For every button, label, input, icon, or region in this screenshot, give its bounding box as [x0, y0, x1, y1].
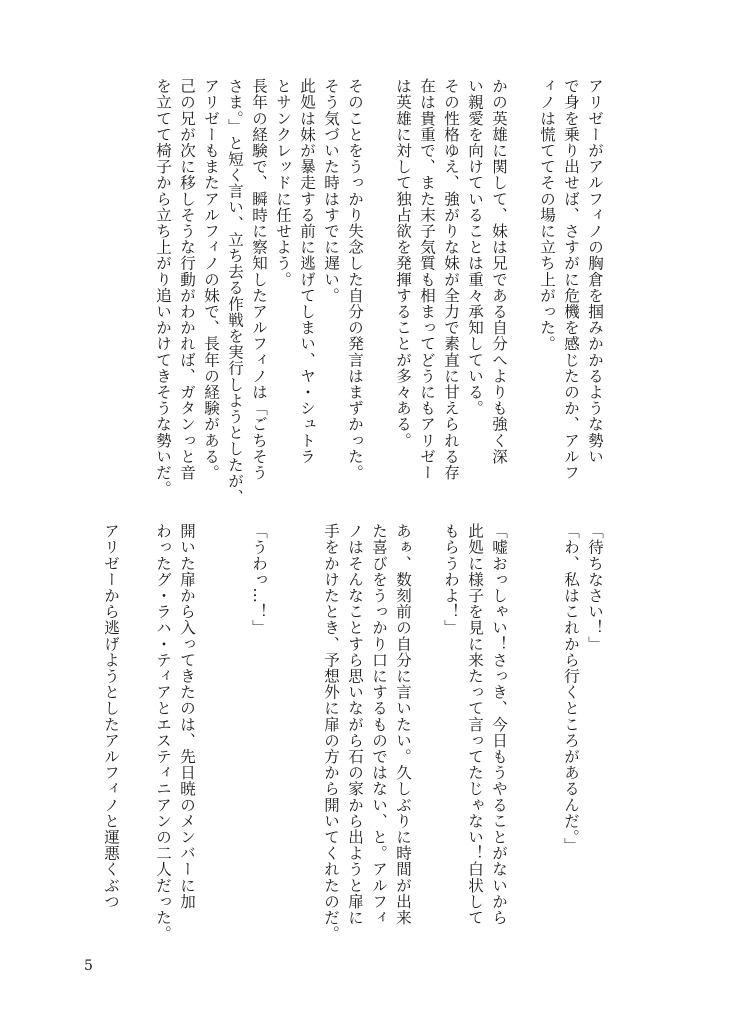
text-line [126, 523, 146, 943]
text-line: 此処に様子を見に来たって言ってたじゃない！白状して [466, 523, 484, 926]
text-line: 此処は妹が暴走する前に逃げてしまい、ヤ・シュトラ [298, 78, 316, 465]
text-line: 「嘘おっしゃい！さっき、今日もうやることがないから [490, 523, 508, 926]
text-line [414, 523, 434, 943]
text-line: さま。」と短く言い、立ち去る作戦を実行しようとしたが、 [226, 78, 244, 505]
text-line: た喜びをうっかり口にするものではない、と。アルフィ [370, 523, 388, 926]
text-line: い親愛を向けていることは重々承知している。 [466, 78, 484, 417]
text-line: アリゼーから逃げようとしたアルフィノと運悪くぶつ [102, 523, 120, 910]
text-line: かの英雄に関して、妹は兄である自分へよりも強く深 [490, 78, 508, 465]
text-line: ィノは慌ててその場に立ち上がった。 [538, 78, 556, 352]
text-line: で身を乗り出せば、さすがに危機を感じたのか、アルフ [562, 78, 580, 481]
text-line [534, 523, 554, 943]
text-line: 在は貴重で、また末子気質も相まってどうにもアリゼー [418, 78, 436, 481]
text-line: 手をかけたとき、予想外に扉の方から開いてくれたのだ。 [322, 523, 340, 942]
text-line: ノはそんなことすら思いながら石の家から出ようと扉に [346, 523, 364, 926]
page-number: 5 [84, 958, 93, 974]
text-line: そのことをうっかり失念した自分の発言はまずかった。 [346, 78, 364, 481]
text-line: は英雄に対して独占欲を発揮することが多々ある。 [394, 78, 412, 449]
text-line: 「待ちなさい！」 [586, 523, 604, 652]
text-line: とサンクレッドに任せよう。 [274, 78, 292, 288]
text-line: 開いた扉から入ってきたのは、先日暁のメンバーに加 [178, 523, 196, 910]
text-line: わったグ・ラハ・ティアとエスティニアンの二人だった。 [154, 523, 172, 942]
text-line: アリゼーもまたアルフィノの妹で、長年の経験がある。 [202, 78, 220, 481]
text-line: 「わ、私はこれから行くところがあるんだ。」 [562, 523, 580, 854]
text-line: アリゼーがアルフィノの胸倉を掴みかかるような勢い [586, 78, 604, 465]
text-line: もらうわよ！」 [442, 523, 460, 636]
text-line: あぁ、数刻前の自分に言いたい。久しぶりに時間が出来 [394, 523, 412, 926]
text-line: 己の兄が次に移しそうな行動がわかれば、ガタンっと音 [178, 78, 196, 481]
text-line: 「うわっ…！」 [250, 523, 268, 636]
text-line [510, 78, 530, 498]
text-line [366, 78, 386, 498]
text-line [222, 523, 242, 943]
text-line: その性格ゆえ、強がりな妹が全力で素直に甘えられる存 [442, 78, 460, 481]
text-line: そう気づいた時はすでに遅い。 [322, 78, 340, 304]
text-line [294, 523, 314, 943]
text-line: を立てて椅子から立ち上がり追いかけてきそうな勢いだ。 [154, 78, 172, 497]
text-line: 長年の経験で、瞬時に察知したアルフィノは「ごちそう [250, 78, 268, 481]
